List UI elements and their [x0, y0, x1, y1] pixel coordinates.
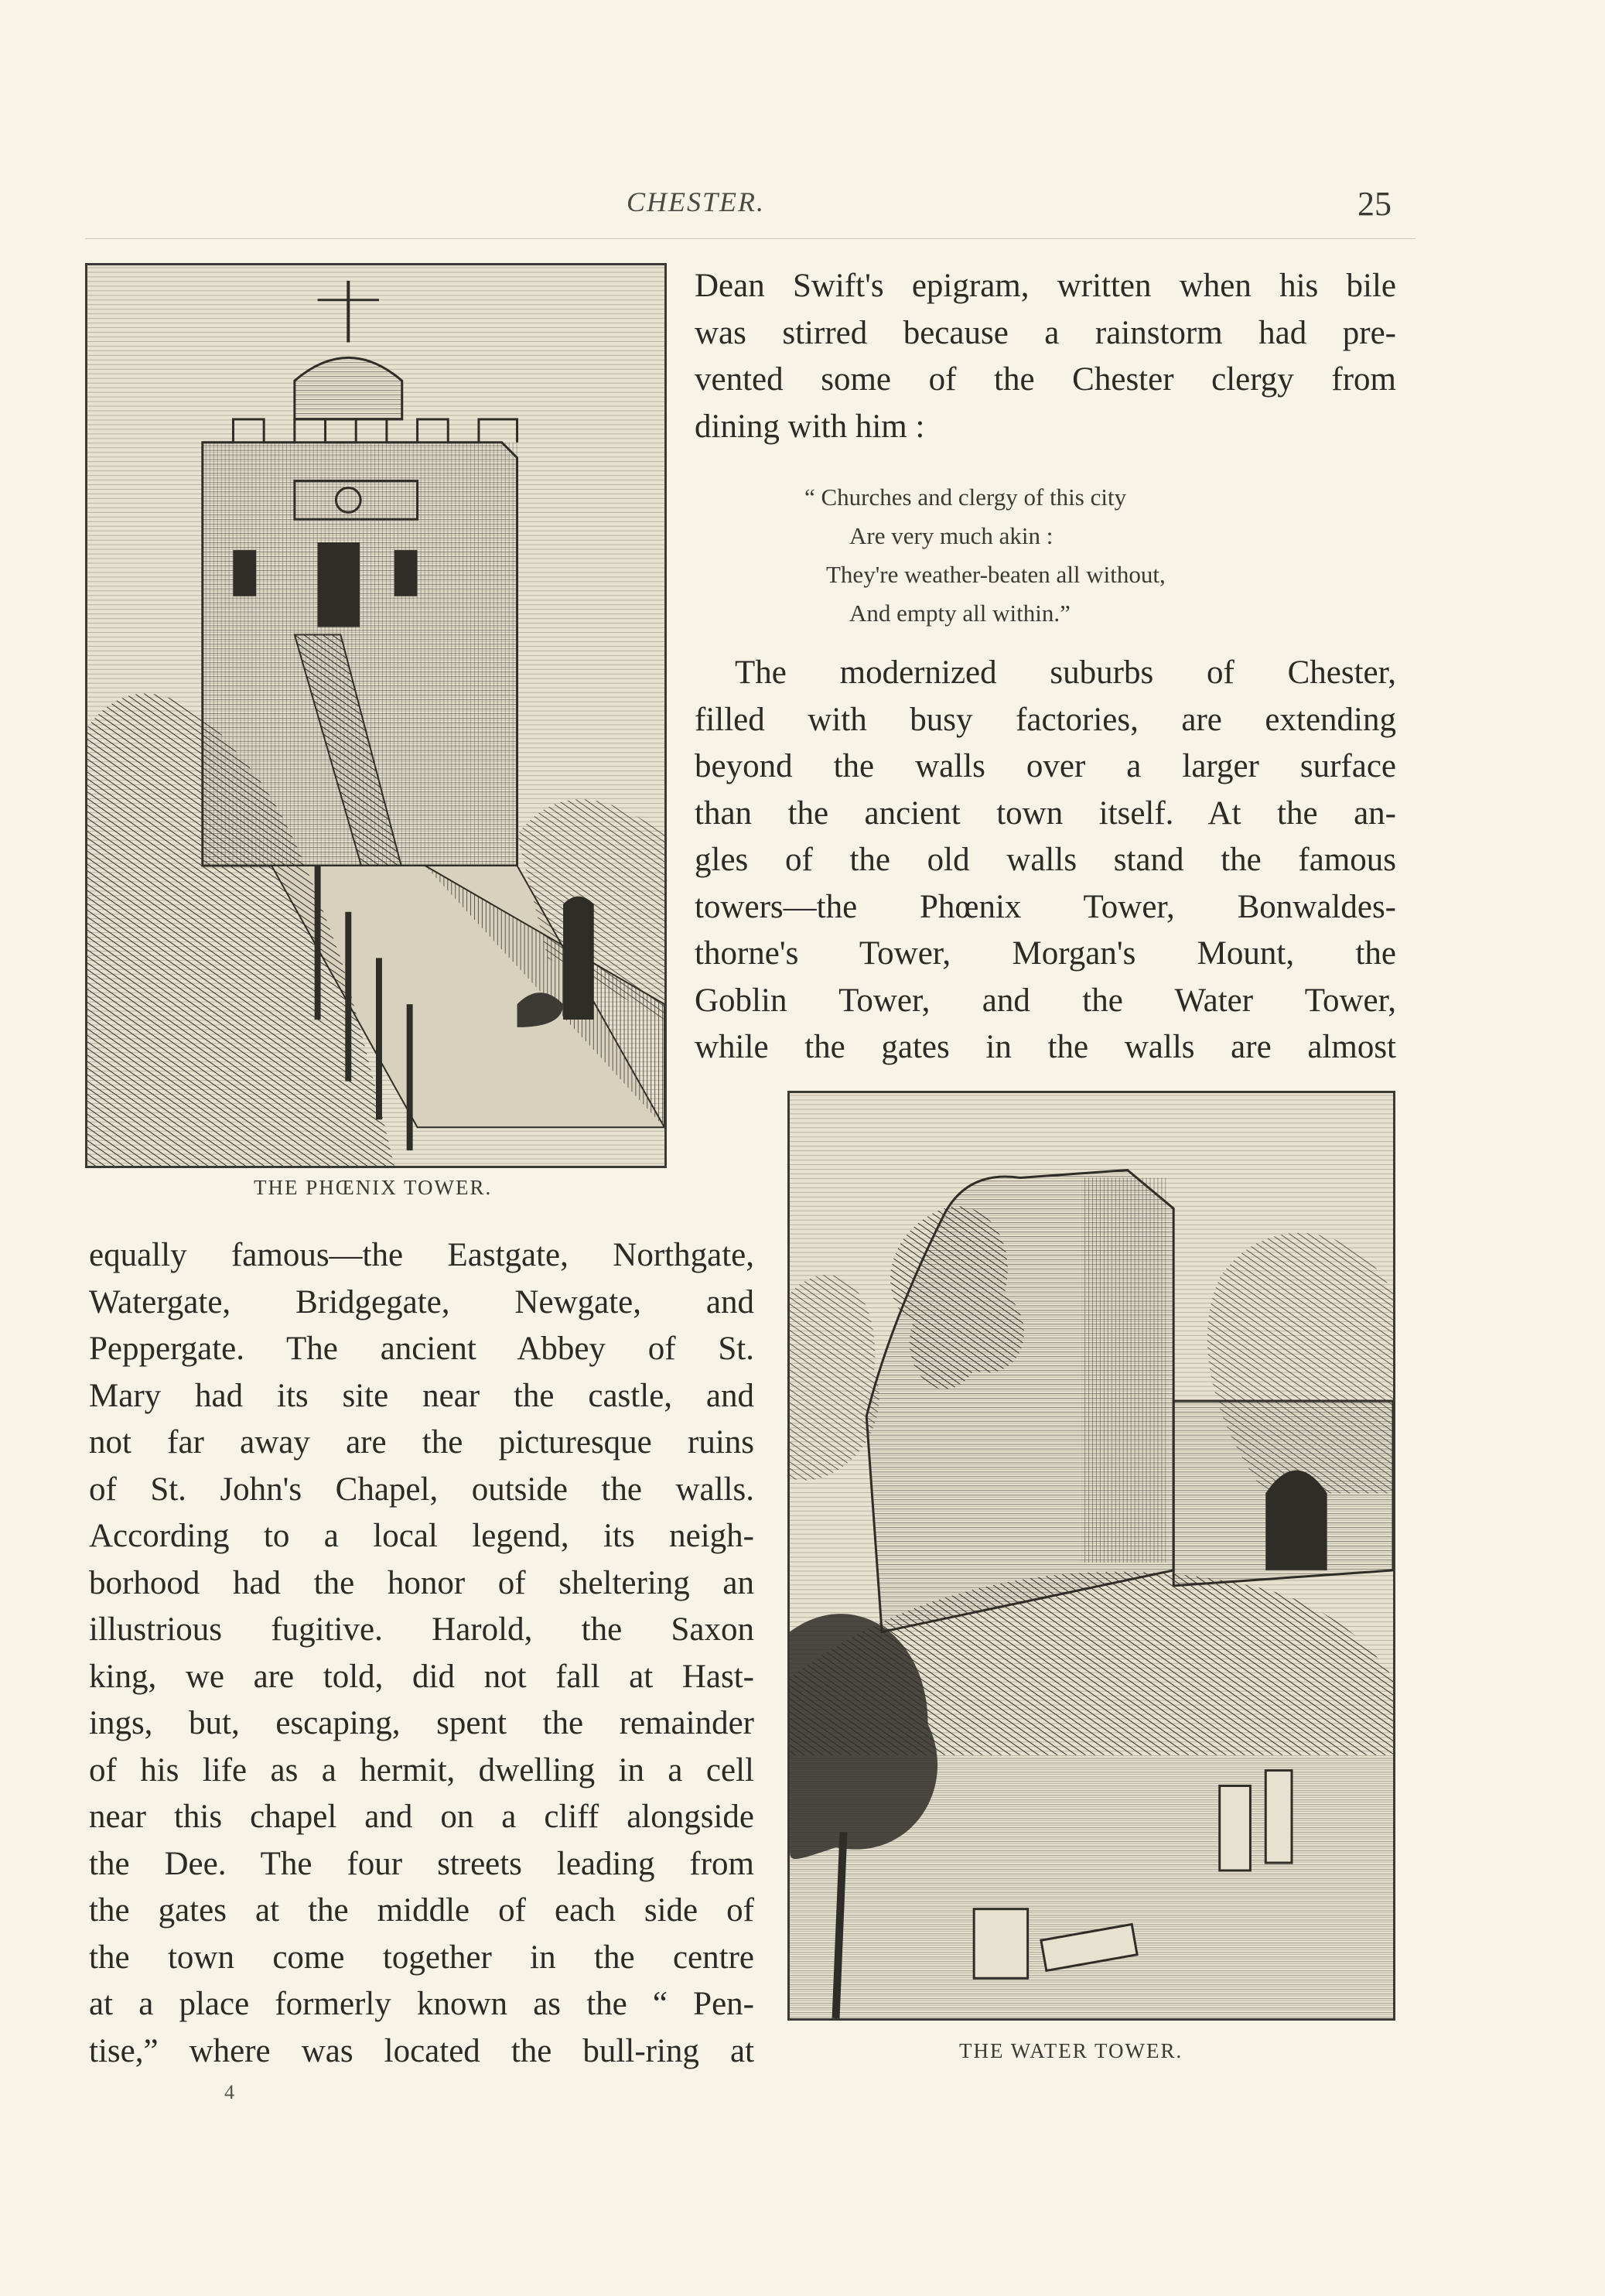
phoenix-tower-illustration	[85, 263, 667, 1168]
text-line: Mary had its site near the castle, and	[89, 1377, 754, 1414]
text-line: illustrious fugitive. Harold, the Saxon	[89, 1611, 754, 1648]
text-line: vented some of the Chester clergy from	[695, 361, 1396, 398]
text-line: the gates at the middle of each side of	[89, 1892, 754, 1929]
text-line: Peppergate. The ancient Abbey of St.	[89, 1331, 754, 1367]
text-line: of St. John's Chapel, outside the walls.	[89, 1471, 754, 1508]
running-title: CHESTER.	[627, 186, 766, 217]
paragraph-swift	[695, 263, 1396, 450]
text-line: king, we are told, did not fall at Hast-	[89, 1658, 754, 1695]
text-line: The modernized suburbs of Chester,	[735, 654, 1396, 691]
text-line: of his life as a hermit, dwelling in a cell	[89, 1751, 754, 1789]
phoenix-tower-caption: THE PHŒNIX TOWER.	[254, 1176, 493, 1199]
signature-mark: 4	[224, 2081, 234, 2103]
verse-line: Are very much akin :	[849, 522, 1053, 549]
text-line: thorne's Tower, Morgan's Mount, the	[695, 935, 1396, 972]
text-line: than the ancient town itself. At the an-	[695, 794, 1396, 832]
text-line: beyond the walls over a larger surface	[695, 748, 1396, 784]
text-line: borhood had the honor of sheltering an	[89, 1564, 754, 1601]
text-line: Watergate, Bridgegate, Newgate, and	[89, 1283, 754, 1321]
water-tower-illustration	[787, 1091, 1395, 2021]
page-number: 25	[1357, 185, 1392, 223]
text-line: tise,” where was located the bull-ring at	[89, 2032, 754, 2069]
text-line: not far away are the picturesque ruins	[89, 1424, 754, 1461]
paragraph-gates	[89, 1232, 754, 2075]
paragraph-suburbs	[695, 650, 1396, 1071]
header-rule	[85, 238, 1415, 239]
verse-line: And empty all within.”	[849, 600, 1071, 627]
epigram-verse	[804, 478, 1166, 633]
text-line: Goblin Tower, and the Water Tower,	[695, 982, 1396, 1019]
text-line: while the gates in the walls are almost	[695, 1029, 1396, 1065]
verse-line: They're weather-beaten all without,	[826, 561, 1166, 588]
text-line: equally famous—the Eastgate, Northgate,	[89, 1237, 754, 1273]
verse-line: “ Churches and clergy of this city	[804, 483, 1127, 511]
water-tower-caption: THE WATER TOWER.	[959, 2039, 1183, 2062]
text-line: According to a local legend, its neigh-	[89, 1518, 754, 1554]
text-line: was stirred because a rainstorm had pre-	[695, 314, 1396, 351]
text-line: Dean Swift's epigram, written when his bile	[695, 268, 1396, 304]
text-line: at a place formerly known as the “ Pen-	[89, 1986, 754, 2022]
text-line: the town come together in the centre	[89, 1939, 754, 1976]
text-line: the Dee. The four streets leading from	[89, 1845, 754, 1882]
text-line: gles of the old walls stand the famous	[695, 842, 1396, 878]
text-line: near this chapel and on a cliff alongside	[89, 1799, 754, 1835]
text-line: filled with busy factories, are extending	[695, 701, 1396, 738]
text-line: ings, but, escaping, spent the remainder	[89, 1705, 754, 1741]
text-line: dining with him :	[695, 408, 925, 445]
text-line: towers—the Phœnix Tower, Bonwaldes-	[695, 888, 1396, 925]
